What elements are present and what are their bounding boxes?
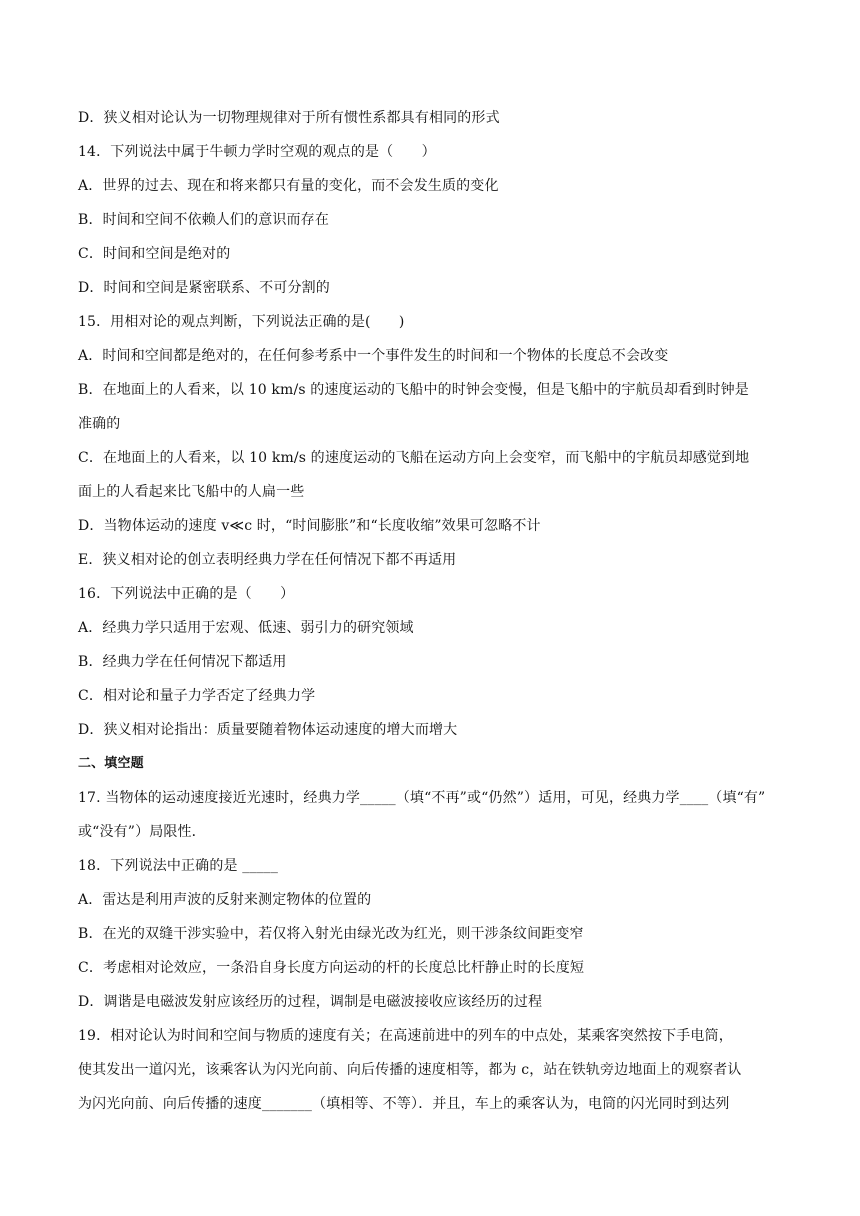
question-19: 19．相对论认为时间和空间与物质的速度有关；在高速前进中的列车的中点处，某乘客突然按下手电筒， bbox=[78, 1028, 733, 1044]
option-a-q14: A．世界的过去、现在和将来都只有量的变化，而不会发生质的变化 bbox=[78, 178, 499, 194]
option-c-q14: C．时间和空间是绝对的 bbox=[78, 246, 231, 262]
option-d-q14: D．时间和空间是紧密联系、不可分割的 bbox=[78, 280, 330, 296]
option-a-q15: A．时间和空间都是绝对的，在任何参考系中一个事件发生的时间和一个物体的长度总不会改变 bbox=[78, 348, 669, 364]
question-16: 16．下列说法中正确的是（ ） bbox=[78, 586, 295, 602]
question-14: 14．下列说法中属于牛顿力学时空观的观点的是（ ） bbox=[78, 144, 436, 160]
question-19-cont-1: 使其发出一道闪光，该乘客认为闪光向前、向后传播的速度相等，都为 c，站在铁轨旁边地面上的观察者认 bbox=[78, 1062, 742, 1078]
option-d-q15: D．当物体运动的速度 v≪c 时，“时间膨胀”和“长度收缩”效果可忽略不计 bbox=[78, 518, 541, 534]
option-c-q16: C．相对论和量子力学否定了经典力学 bbox=[78, 688, 316, 704]
question-19-cont-2: 为闪光向前、向后传播的速度_______（填相等、不等）．并且，车上的乘客认为，电筒的闪光同时到达列 bbox=[78, 1096, 730, 1112]
option-c-q15: C．在地面上的人看来，以 10 km/s 的速度运动的飞船在运动方向上会变窄，而飞船中的宇航员却感觉到地 bbox=[78, 450, 750, 466]
option-b-q15: B．在地面上的人看来，以 10 km/s 的速度运动的飞船中的时钟会变慢，但是飞船中的宇航员却看到时钟是 bbox=[78, 382, 749, 398]
option-b-q16: B．经典力学在任何情况下都适用 bbox=[78, 654, 287, 670]
question-17-cont: 或“没有”）局限性． bbox=[78, 824, 206, 840]
option-c-q15-cont: 面上的人看起来比飞船中的人扁一些 bbox=[78, 484, 305, 500]
option-a-q16: A．经典力学只适用于宏观、低速、弱引力的研究领域 bbox=[78, 620, 414, 636]
option-b-q18: B．在光的双缝干涉实验中，若仅将入射光由绿光改为红光，则干涉条纹间距变窄 bbox=[78, 926, 584, 942]
option-c-q18: C．考虑相对论效应，一条沿自身长度方向运动的杆的长度总比杆静止时的长度短 bbox=[78, 960, 585, 976]
option-b-q14: B．时间和空间不依赖人们的意识而存在 bbox=[78, 212, 329, 228]
question-18: 18．下列说法中正确的是 _____ bbox=[78, 858, 278, 874]
question-17: 17. 当物体的运动速度接近光速时，经典力学_____（填“不再”或“仍然”）适用，可见，经典力学____（填“有” bbox=[78, 790, 766, 806]
option-d-q18: D．调谐是电磁波发射应该经历的过程，调制是电磁波接收应该经历的过程 bbox=[78, 994, 543, 1010]
option-d-q16: D．狭义相对论指出：质量要随着物体运动速度的增大而增大 bbox=[78, 722, 458, 738]
document-page bbox=[78, 108, 784, 1128]
option-e-q15: E．狭义相对论的创立表明经典力学在任何情况下都不再适用 bbox=[78, 552, 457, 568]
option-d-q13: D．狭义相对论认为一切物理规律对于所有惯性系都具有相同的形式 bbox=[78, 110, 500, 126]
question-15: 15．用相对论的观点判断，下列说法正确的是( ) bbox=[78, 314, 405, 330]
option-a-q18: A．雷达是利用声波的反射来测定物体的位置的 bbox=[78, 892, 372, 908]
option-b-q15-cont: 准确的 bbox=[78, 416, 121, 432]
section-heading: 二、填空题 bbox=[78, 756, 144, 771]
